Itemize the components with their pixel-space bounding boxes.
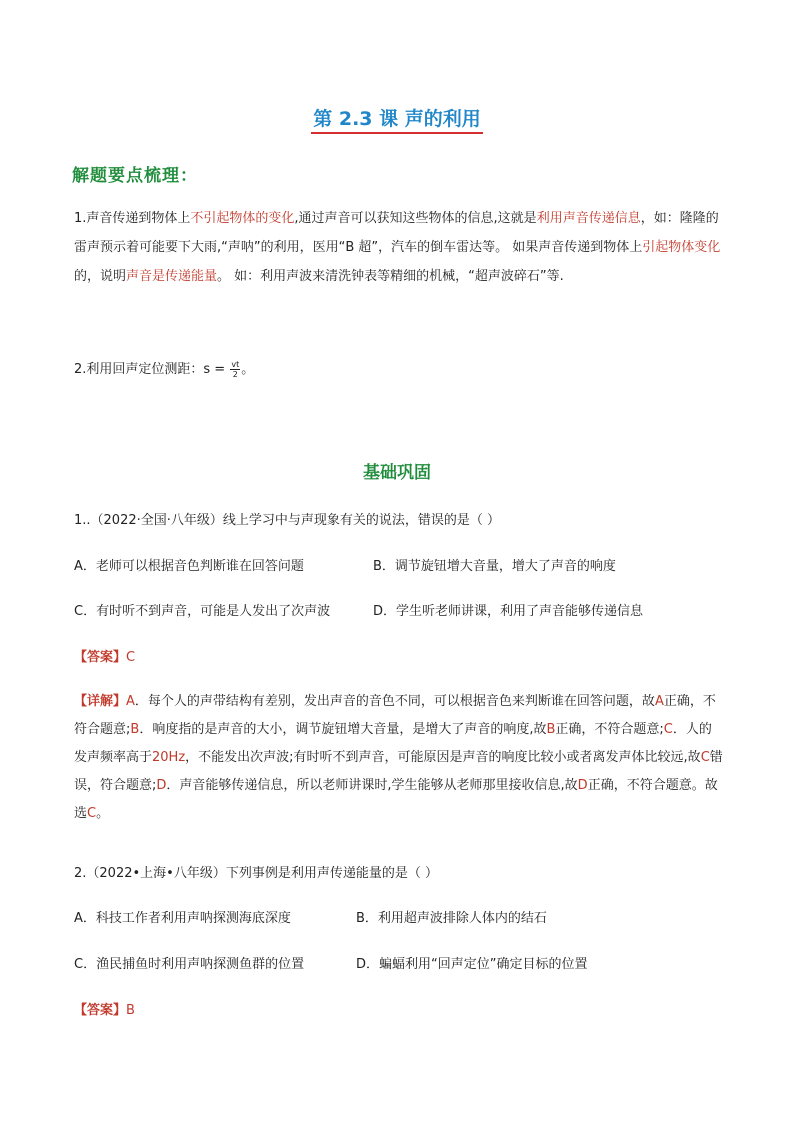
option-ref: D bbox=[577, 778, 588, 793]
key-point-1-highlight: 声音是传递能量 bbox=[126, 269, 218, 284]
question-1-stem: 1..（2022·全国·八年级）线上学习中与声现象有关的说法，错误的是（ ） bbox=[74, 513, 501, 528]
explanation-text: 。 bbox=[96, 806, 110, 821]
explanation-text: ．每个人的声带结构有差别，发出声音的音色不同，可以根据音色来判断谁在回答问题，故 bbox=[134, 694, 655, 709]
option-ref: C bbox=[663, 722, 673, 737]
key-point-2-text: 2.利用回声定位测距：s = bbox=[74, 362, 226, 377]
explanation-text: 正确，不符合题意; bbox=[555, 722, 664, 737]
answer-tag: 【答案】 bbox=[74, 1003, 127, 1018]
key-point-1 bbox=[74, 204, 730, 291]
question-1-option-a: A．老师可以根据音色判断谁在回答问题 bbox=[74, 559, 304, 574]
answer-tag: 【答案】 bbox=[74, 650, 127, 665]
explanation-text: ．响度指的是声音的大小，调节旋钮增大音量，是增大了声音的响度,故 bbox=[139, 722, 547, 737]
page-title-text: 第 2.3 课 声的利用 bbox=[311, 104, 483, 134]
explanation-text: 正确，不符合题意; bbox=[74, 694, 716, 737]
basics-heading: 基础巩固 bbox=[363, 463, 431, 483]
option-ref: C bbox=[87, 806, 97, 821]
question-2-answer bbox=[74, 999, 135, 1018]
key-point-1-text: ,通过声音可以获知这些物体的信息,这就是 bbox=[294, 211, 537, 226]
key-point-1-highlight: 引起物体变化 bbox=[642, 240, 721, 255]
key-point-1-highlight: 不引起物体的变化 bbox=[190, 211, 295, 226]
option-ref: C bbox=[700, 750, 710, 765]
formula-denominator: 2 bbox=[232, 370, 238, 379]
key-point-1-text: ，如：隆隆的雷声预示着可能要下大雨,“声呐”的利用，医用“B 超”，汽车的倒车雷达等。 如果声音传递到物体上 bbox=[74, 211, 719, 255]
option-ref: A bbox=[126, 694, 135, 709]
question-1-option-d: D．学生听老师讲课，利用了声音能够传递信息 bbox=[373, 604, 644, 619]
option-ref: A bbox=[654, 694, 664, 709]
summary-heading: 解题要点梳理： bbox=[72, 166, 198, 186]
explanation-text: 错误，符合题意; bbox=[74, 750, 723, 793]
key-point-1-text: 的，说明 bbox=[74, 269, 127, 284]
explanation-text: ，不能发出次声波;有时听不到声音，可能原因是声音的响度比较小或者离发声体比较远,故 bbox=[185, 750, 701, 765]
explanation-tag: 【详解】 bbox=[74, 694, 127, 709]
option-ref: D bbox=[156, 778, 167, 793]
explanation-text: ．声音能够传递信息，所以老师讲课时,学生能够从老师那里接收信息,故 bbox=[166, 778, 578, 793]
key-point-1-text: 。 如：利用声波来清洗钟表等精细的机械，“超声波碎石”等. bbox=[217, 269, 564, 284]
question-2-option-b: B．利用超声波排除人体内的结石 bbox=[356, 911, 547, 926]
frequency-value: 20Hz bbox=[152, 750, 186, 765]
key-point-1-highlight: 利用声音传递信息 bbox=[536, 211, 641, 226]
question-2-option-a: A．科技工作者利用声呐探测海底深度 bbox=[74, 911, 291, 926]
formula-numerator: vt bbox=[231, 360, 240, 369]
key-point-2-suffix: 。 bbox=[241, 362, 255, 377]
explanation-text: 正确，不符合题意。故选 bbox=[74, 778, 718, 821]
option-ref: B bbox=[546, 722, 556, 737]
question-1-explanation bbox=[74, 688, 724, 828]
question-2-stem: 2.（2022•上海•八年级）下列事例是利用声传递能量的是（ ） bbox=[74, 866, 438, 881]
question-2-option-c: C．渔民捕鱼时利用声呐探测鱼群的位置 bbox=[74, 957, 305, 972]
explanation-text: ．人的发声频率高于 bbox=[74, 722, 712, 765]
answer-value: B bbox=[126, 1003, 135, 1018]
page-title bbox=[0, 104, 794, 134]
answer-value: C bbox=[126, 650, 136, 665]
distance-formula-fraction bbox=[230, 360, 240, 379]
question-2-option-d: D．蝙蝠利用“回声定位”确定目标的位置 bbox=[356, 957, 588, 972]
key-point-2 bbox=[74, 358, 254, 379]
key-point-1-text: 1.声音传递到物体上 bbox=[74, 211, 191, 226]
option-ref: B bbox=[130, 722, 140, 737]
question-1-answer bbox=[74, 646, 135, 665]
question-1-option-c: C．有时听不到声音，可能是人发出了次声波 bbox=[74, 604, 331, 619]
question-1-option-b: B．调节旋钮增大音量，增大了声音的响度 bbox=[373, 559, 616, 574]
